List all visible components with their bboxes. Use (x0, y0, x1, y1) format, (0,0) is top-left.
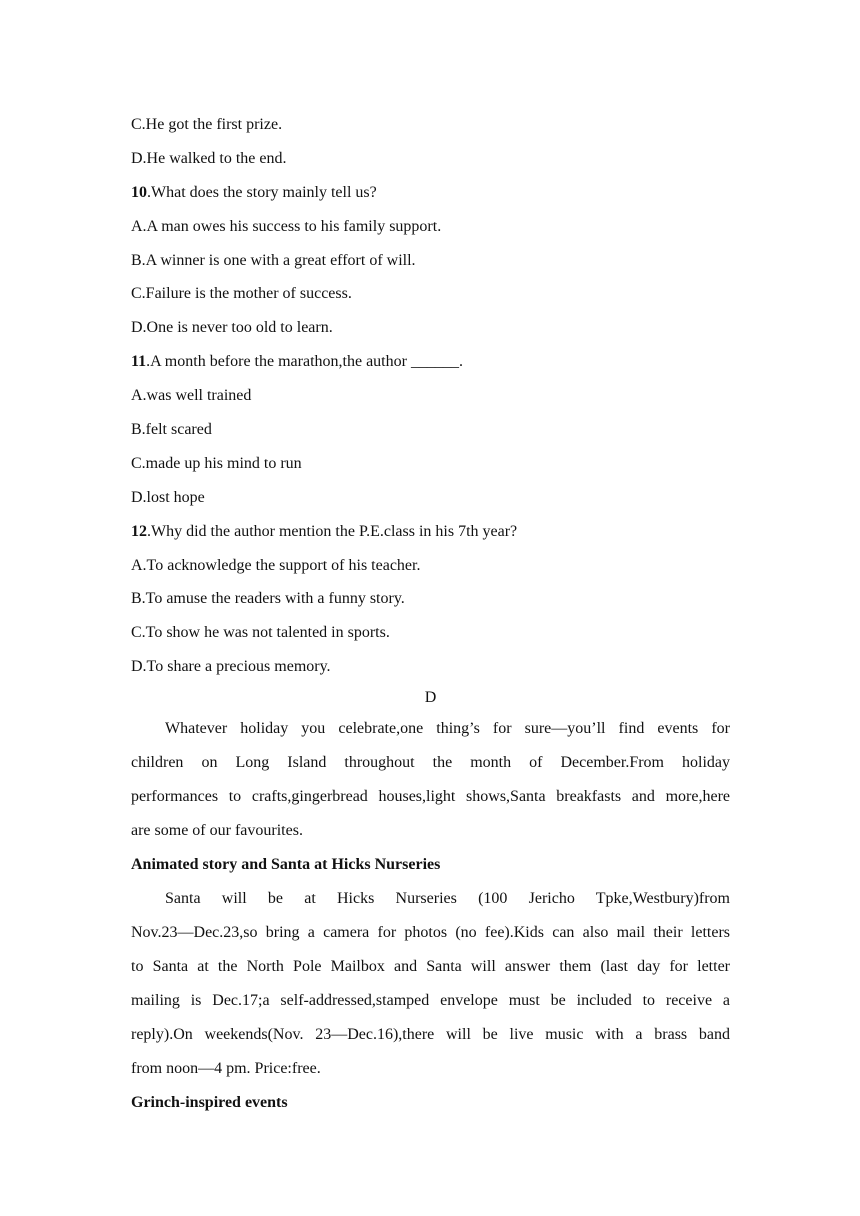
paragraph-line: children on Long Island throughout the month of December.From holiday (131, 754, 730, 772)
option-line: A.A man owes his success to his family support. (131, 217, 442, 235)
question-line (131, 515, 730, 549)
paragraph-line: Santa will be at Hicks Nurseries (100 Jericho Tpke,Westbury)from (165, 890, 730, 908)
question-number: 10 (131, 183, 147, 201)
document-body (131, 108, 730, 1120)
paragraph-line: reply).On weekends(Nov. 23—Dec.16),there will be live music with a brass band (131, 1026, 730, 1044)
question-line (131, 176, 730, 210)
paragraph-line: Nov.23—Dec.23,so bring a camera for photos (no fee).Kids can also mail their letters (131, 924, 730, 942)
intro-paragraph (131, 712, 730, 848)
option-line: C.made up his mind to run (131, 454, 302, 472)
paragraph-line: from noon—4 pm. Price:free. (131, 1060, 321, 1078)
option-line: B.felt scared (131, 421, 212, 439)
body-paragraph (131, 882, 730, 1086)
paragraph-line: to Santa at the North Pole Mailbox and Santa will answer them (last day for letter (131, 958, 730, 976)
question-text: .A month before the marathon,the author ______. (146, 353, 463, 371)
question-number: 12 (131, 522, 147, 540)
paragraph-line: are some of our favourites. (131, 822, 303, 840)
section-letter: D (424, 689, 437, 707)
option-line: C.Failure is the mother of success. (131, 285, 352, 303)
option-line: C.He got the first prize. (131, 116, 283, 133)
option-line: A.was well trained (131, 387, 252, 405)
option-line: D.To share a precious memory. (131, 658, 331, 676)
section-heading: Grinch-inspired events (131, 1094, 288, 1112)
option-line: A.To acknowledge the support of his teacher. (131, 556, 421, 574)
option-line: D.He walked to the end. (131, 149, 287, 167)
option-line: C.To show he was not talented in sports. (131, 624, 390, 642)
option-line: B.A winner is one with a great effort of will. (131, 251, 416, 269)
question-number: 11 (131, 353, 147, 371)
question-text: .Why did the author mention the P.E.class in his 7th year? (147, 522, 518, 540)
option-line: D.One is never too old to learn. (131, 319, 333, 337)
paragraph-line: performances to crafts,gingerbread houses,light shows,Santa breakfasts and more,here (131, 788, 730, 806)
section-heading: Animated story and Santa at Hicks Nurseries (131, 856, 441, 874)
question-text: .What does the story mainly tell us? (147, 183, 377, 201)
option-line: D.lost hope (131, 488, 205, 506)
paragraph-line: mailing is Dec.17;a self-addressed,stamped envelope must be included to receive a (131, 992, 730, 1010)
question-line (131, 345, 730, 379)
option-line: B.To amuse the readers with a funny story. (131, 590, 405, 608)
paragraph-line: Whatever holiday you celebrate,one thing’s for sure—you’ll find events for (165, 720, 730, 738)
